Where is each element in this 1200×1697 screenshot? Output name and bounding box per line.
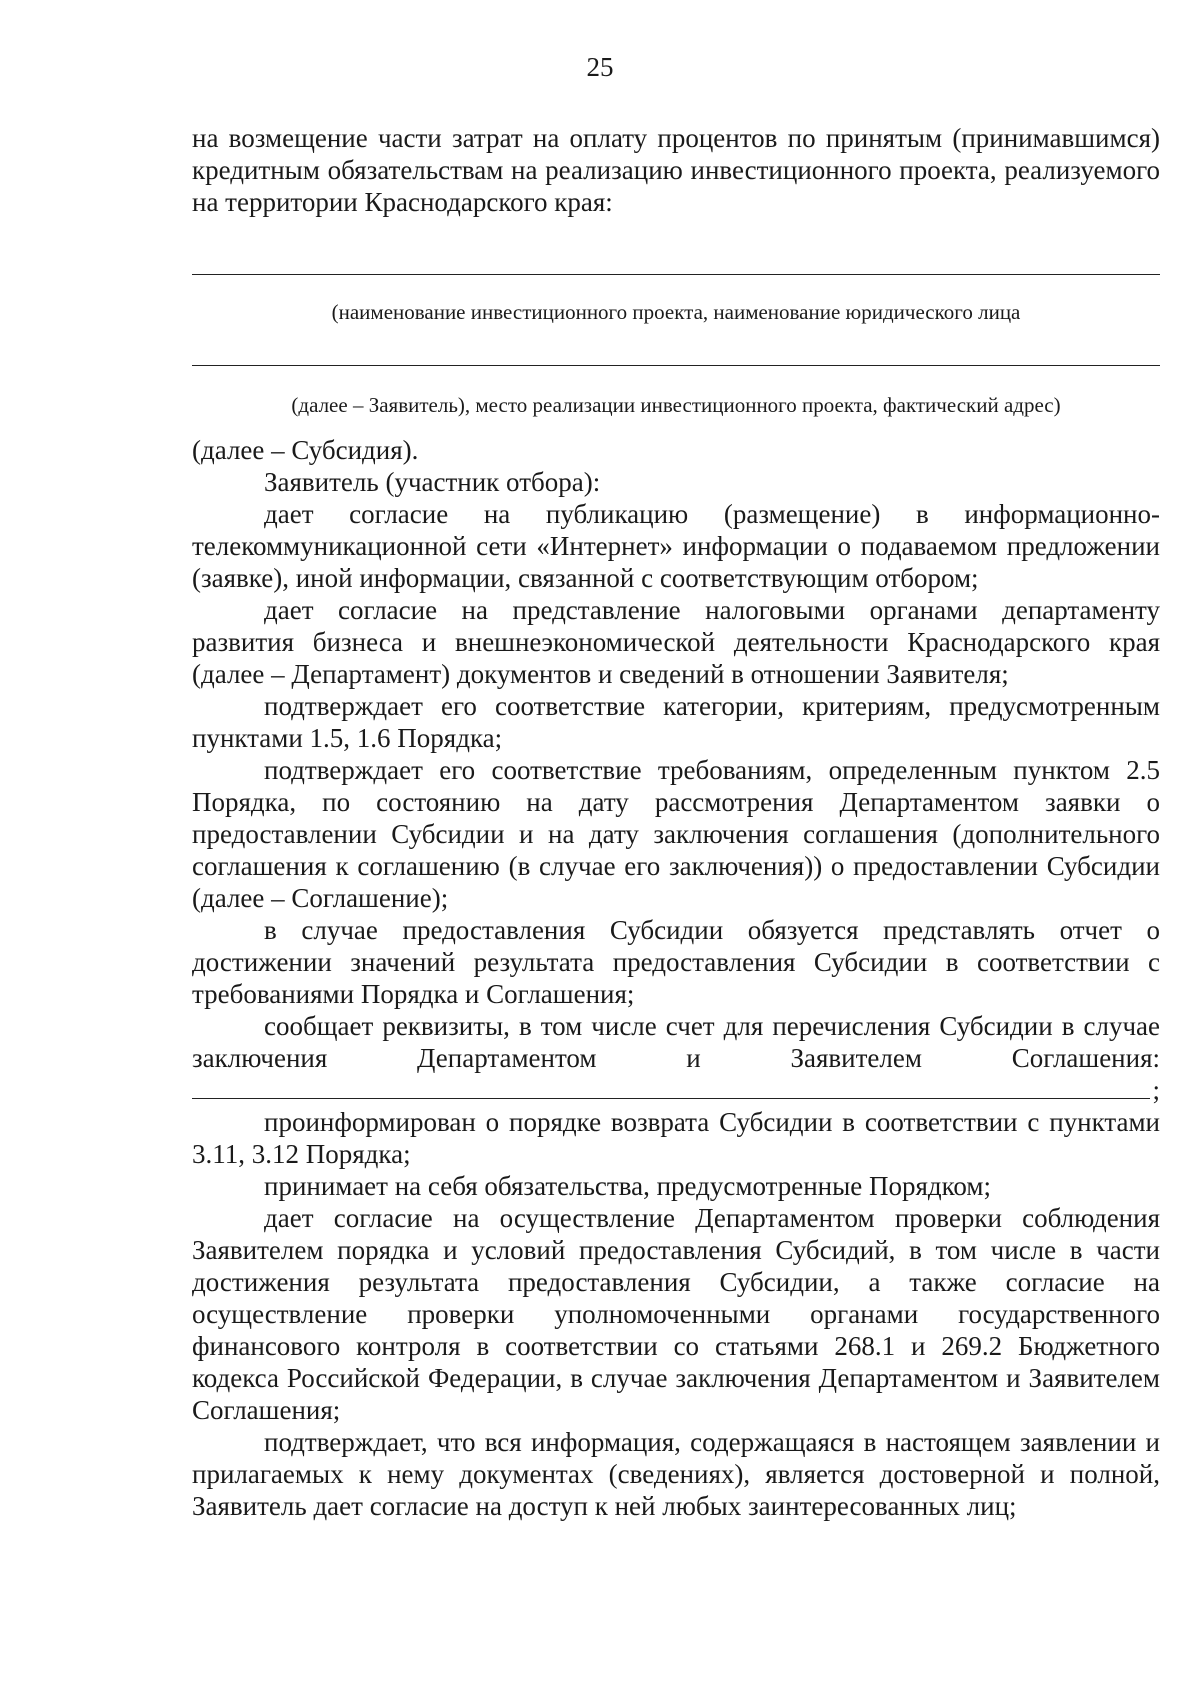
bank-details-line [192, 1098, 1150, 1099]
paragraph-publication-consent: дает согласие на публикацию (размещение) в информационно-телекоммуникационной сети «Интернет» информации о подаваемом предложении (заявке), иной информации, связанной с соответствующим отбором; [192, 499, 1160, 593]
paragraph-tax-consent: дает согласие на представление налоговыми органами департаменту развития бизнеса и внешнеэкономической деятельности Краснодарского края (далее – Департамент) документов и сведений в отношении Заявителя; [192, 595, 1160, 689]
intro-paragraph: на возмещение части затрат на оплату процентов по принятым (принимавшимся) кредитным обязательствам на реализацию инвестиционного проекта, реализуемого на территории Краснодарского края: [192, 123, 1160, 217]
paragraph-audit-consent: дает согласие на осуществление Департаментом проверки соблюдения Заявителем порядка и условий предоставления Субсидий, в том числе в части достижения результата предоставления Субсидии, а также согласие на осуществление проверки уполномоченными органами государственного финансового контроля в соответствии со статьями 268.1 и 269.2 Бюджетного кодекса Российской Федерации, в случае заключения Департаментом и Заявителем Соглашения; [192, 1203, 1160, 1425]
document-body [192, 122, 1160, 1522]
caption-address: (далее – Заявитель), место реализации инвестиционного проекта, фактический адрес) [291, 393, 1061, 417]
paragraph-refund-informed: проинформирован о порядке возврата Субсидии в соответствии с пунктами 3.11, 3.12 Порядка; [192, 1107, 1160, 1169]
paragraph-report-obligation: в случае предоставления Субсидии обязуется представлять отчет о достижении значений результата предоставления Субсидии в соответствии с требованиями Порядка и Соглашения; [192, 915, 1160, 1009]
applicant-heading: Заявитель (участник отбора): [264, 467, 601, 497]
paragraph-requirements-compliance: подтверждает его соответствие требованиям, определенным пунктом 2.5 Порядка, по состоянию на дату рассмотрения Департаментом заявки о предоставлении Субсидии и на дату заключения соглашения (дополнительного соглашения к соглашению (в случае его заключения)) о предоставлении Субсидии (далее – Соглашение); [192, 755, 1160, 913]
paragraph-bank-details: сообщает реквизиты, в том числе счет для перечисления Субсидии в случае заключения Департаментом и Заявителем Соглашения: [192, 1011, 1160, 1073]
paragraph-category-compliance: подтверждает его соответствие категории, критериям, предусмотренным пунктами 1.5, 1.6 Порядка; [192, 691, 1160, 753]
paragraph-obligations: принимает на себя обязательства, предусмотренные Порядком; [264, 1171, 991, 1201]
blank-line-bank-details [192, 1074, 1160, 1106]
paragraph-information-accuracy: подтверждает, что вся информация, содержащаяся в настоящем заявлении и прилагаемых к нему документах (сведениях), является достоверной и полной, Заявитель дает согласие на доступ к ней любых заинтересованных лиц; [192, 1427, 1160, 1521]
caption-project-name: (наименование инвестиционного проекта, наименование юридического лица [331, 300, 1021, 324]
subsidy-reference: (далее – Субсидия). [192, 435, 419, 465]
semicolon: ; [1152, 1075, 1160, 1105]
page-number: 25 [586, 52, 614, 82]
blank-line-project-name [192, 274, 1160, 275]
blank-line-address [192, 365, 1160, 366]
